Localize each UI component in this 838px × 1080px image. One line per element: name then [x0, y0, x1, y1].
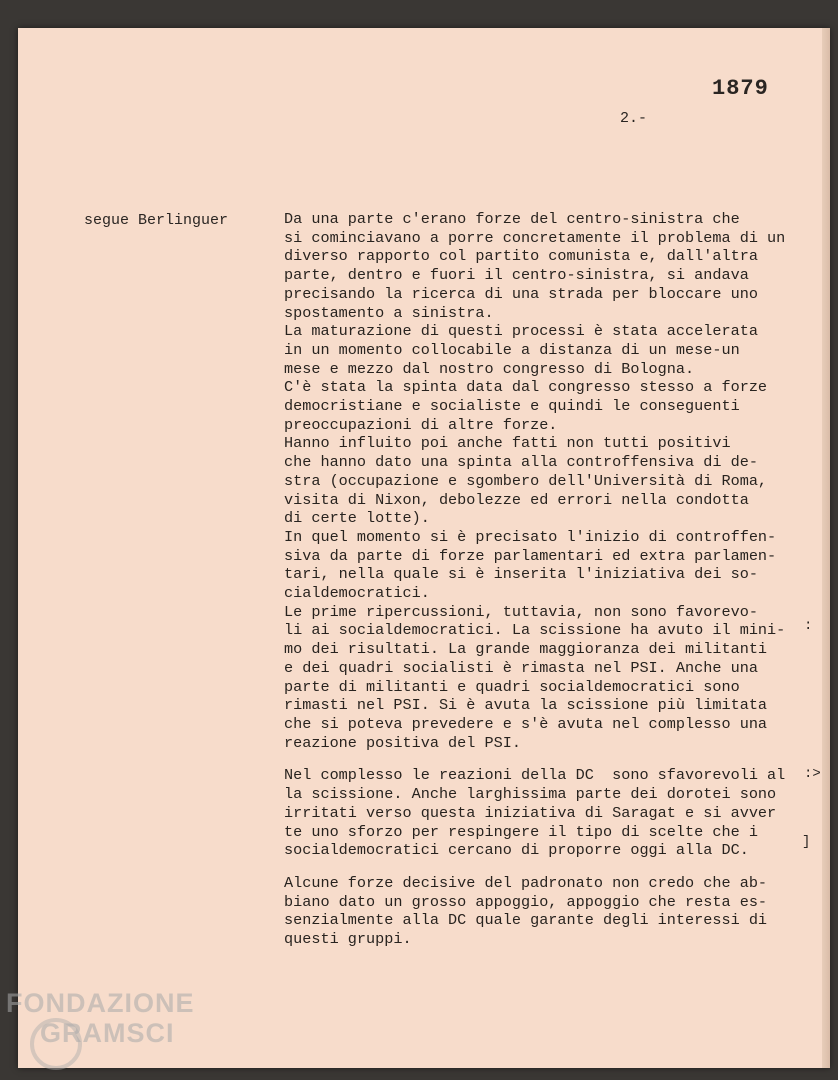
text-line: preoccupazioni di altre forze.	[284, 415, 558, 434]
text-line: democristiane e socialiste e quindi le conseguenti	[284, 397, 740, 416]
text-line: mese e mezzo dal nostro congresso di Bologna.	[284, 359, 695, 378]
body-text	[284, 210, 824, 949]
text-line: diverso rapporto col partito comunista e, dall'altra	[284, 247, 758, 266]
text-line: precisando la ricerca di una strada per bloccare uno	[284, 284, 758, 303]
text-line: stra (occupazione e sgombero dell'Università di Roma,	[284, 471, 768, 490]
sheet-number: 2.-	[620, 110, 648, 127]
text-line: Da una parte c'erano forze del centro-sinistra che	[284, 210, 740, 228]
text-line: rimasti nel PSI. Si è avuta la scissione più limitata	[284, 696, 768, 715]
text-line: parte, dentro e fuori il centro-sinistra, si andava	[284, 266, 749, 285]
text-line: Hanno influito poi anche fatti non tutti positivi	[284, 434, 731, 453]
margin-mark: :	[804, 618, 813, 634]
text-line: cialdemocratici.	[284, 584, 430, 603]
text-line: Alcune forze decisive del padronato non credo che ab-	[284, 873, 768, 892]
text-line: che hanno dato una spinta alla controffensiva di de-	[284, 453, 758, 472]
text-line: si cominciavano a porre concretamente il problema di un	[284, 228, 786, 247]
paragraph	[284, 874, 824, 949]
text-line: te uno sforzo per respingere il tipo di scelte che i	[284, 822, 758, 841]
margin-mark: ]	[802, 834, 811, 850]
page-number: 1879	[712, 76, 769, 101]
watermark-line2: GRAMSCI	[40, 1018, 175, 1048]
document-page	[18, 28, 830, 1068]
paragraph	[284, 766, 824, 860]
text-line: in un momento collocabile a distanza di un mese-un	[284, 340, 740, 359]
margin-mark: :>	[804, 766, 821, 782]
watermark-line1: FONDAZIONE	[6, 988, 195, 1018]
text-line: spostamento a sinistra.	[284, 303, 494, 322]
text-line: La maturazione di questi processi è stata accelerata	[284, 322, 758, 341]
text-line: questi gruppi.	[284, 930, 412, 949]
text-line: senzialmente alla DC quale garante degli interessi di	[284, 911, 768, 930]
text-line: socialdemocratici cercano di proporre oggi alla DC.	[284, 841, 749, 860]
text-line: Le prime ripercussioni, tuttavia, non sono favorevo-	[284, 602, 758, 621]
text-line: visita di Nixon, debolezze ed errori nella condotta	[284, 490, 749, 509]
text-line: che si poteva prevedere e s'è avuta nel complesso una	[284, 714, 768, 733]
text-line: In quel momento si è precisato l'inizio di controffen-	[284, 527, 777, 546]
text-line: parte di militanti e quadri socialdemocratici sono	[284, 677, 740, 696]
text-line: irritati verso questa iniziativa di Saragat e si avver	[284, 803, 777, 822]
text-line: di certe lotte).	[284, 509, 430, 528]
text-line: la scissione. Anche larghissima parte dei dorotei sono	[284, 785, 777, 804]
text-line: biano dato un grosso appoggio, appoggio che resta es-	[284, 892, 768, 911]
text-line: C'è stata la spinta data dal congresso stesso a forze	[284, 378, 768, 397]
text-line: li ai socialdemocratici. La scissione ha avuto il mini-	[284, 621, 786, 640]
speaker-label: segue Berlinguer	[84, 212, 229, 229]
text-line: mo dei risultati. La grande maggioranza dei militanti	[284, 640, 768, 659]
text-line: Nel complesso le reazioni della DC sono sfavorevoli al	[284, 766, 786, 785]
text-line: reazione positiva del PSI.	[284, 733, 521, 752]
text-line: siva da parte di forze parlamentari ed extra parlamen-	[284, 546, 777, 565]
text-line: tari, nella quale si è inserita l'iniziativa dei so-	[284, 565, 758, 584]
paragraph	[284, 210, 824, 752]
text-line: e dei quadri socialisti è rimasta nel PSI. Anche una	[284, 658, 758, 677]
watermark-logo	[6, 988, 206, 1048]
